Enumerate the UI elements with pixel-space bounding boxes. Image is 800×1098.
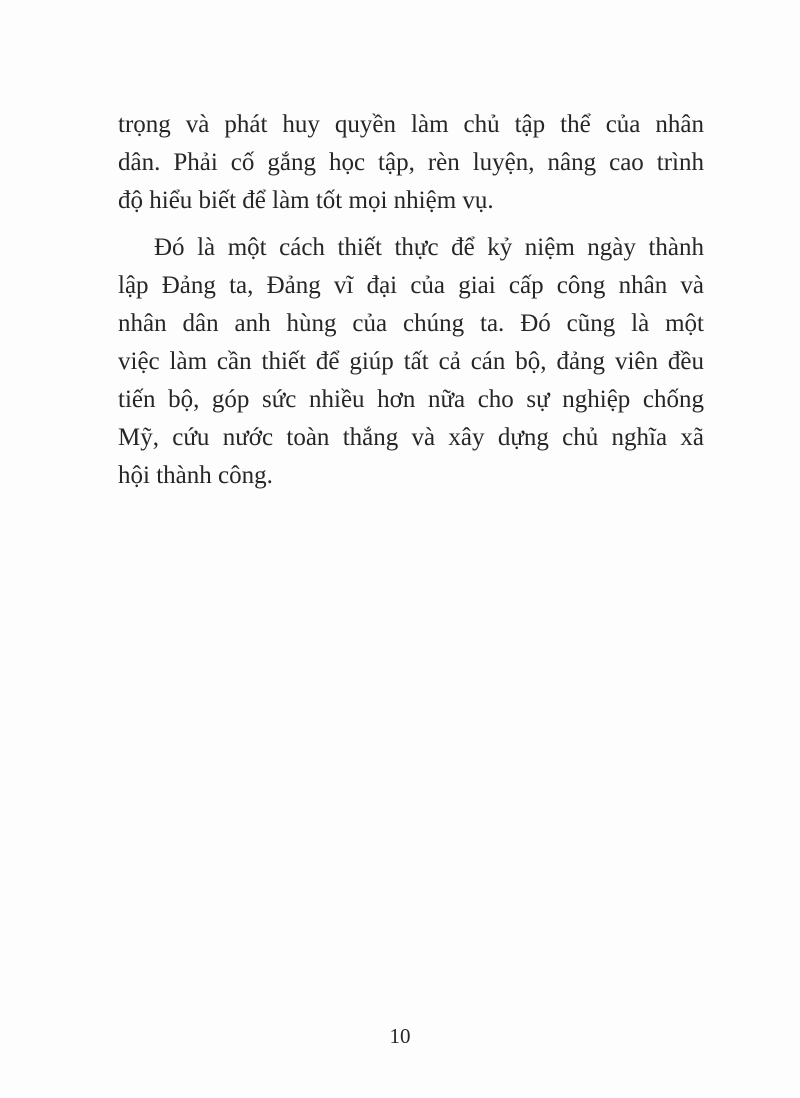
text-line: trọng và phát huy quyền làm chủ tập thể của nhân (118, 111, 704, 138)
text-line: việc làm cần thiết để giúp tất cả cán bộ, đảng viên đều (118, 348, 704, 375)
paragraph-1 (118, 106, 704, 220)
text-line: hội thành công. (118, 462, 273, 489)
text-line: Mỹ, cứu nước toàn thắng và xây dựng chủ nghĩa xã (118, 424, 704, 451)
paragraph-spacer (118, 220, 704, 229)
text-line: độ hiểu biết để làm tốt mọi nhiệm vụ. (118, 187, 494, 214)
text-line: Đó là một cách thiết thực để kỷ niệm ngày thành (154, 234, 704, 261)
paragraph-2 (118, 229, 704, 495)
body-text (118, 106, 704, 495)
text-line: dân. Phải cố gắng học tập, rèn luyện, nâng cao trình (118, 149, 704, 176)
text-line: lập Đảng ta, Đảng vĩ đại của giai cấp công nhân và (118, 272, 704, 299)
text-line: tiến bộ, góp sức nhiều hơn nữa cho sự nghiệp chống (118, 386, 704, 413)
text-line: nhân dân anh hùng của chúng ta. Đó cũng là một (118, 310, 704, 337)
page-number: 10 (389, 1024, 411, 1048)
